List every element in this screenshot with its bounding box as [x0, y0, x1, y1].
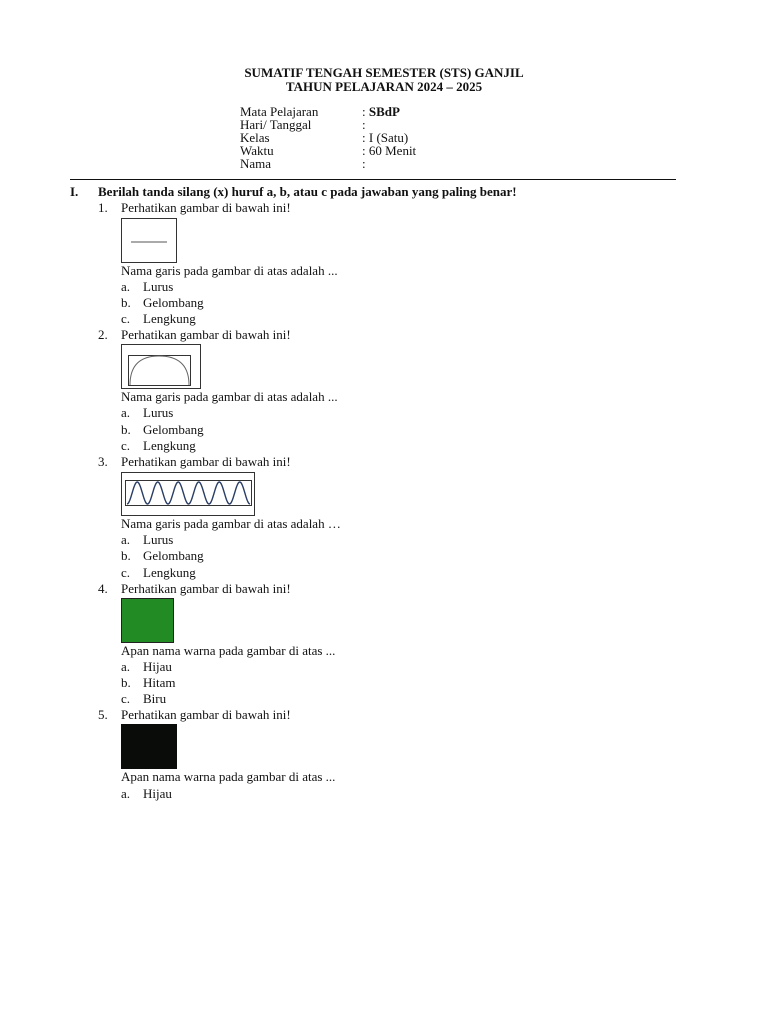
- info-label: Nama: [240, 156, 272, 171]
- straight-line-figure: [121, 218, 177, 263]
- exam-title: SUMATIF TENGAH SEMESTER (STS) GANJIL: [244, 65, 524, 80]
- section-numeral: I.: [70, 184, 79, 199]
- info-label: Hari/ Tanggal: [240, 117, 312, 132]
- option-a[interactable]: a. Lurus: [121, 532, 174, 547]
- question-text: Nama garis pada gambar di atas adalah …: [121, 516, 341, 531]
- info-value: : I (Satu): [362, 130, 409, 145]
- question-text: Apan nama warna pada gambar di atas ...: [121, 769, 336, 784]
- wave-line-figure: [121, 472, 256, 516]
- option-a[interactable]: a. Lurus: [121, 405, 174, 420]
- question-prompt: Perhatikan gambar di bawah ini!: [121, 200, 291, 215]
- exam-info: [240, 105, 416, 170]
- option-b[interactable]: b. Hitam: [121, 675, 176, 690]
- option-c[interactable]: c. Lengkung: [121, 438, 196, 453]
- question-number: 4.: [98, 581, 108, 596]
- question-number: 2.: [98, 327, 108, 342]
- option-a[interactable]: a. Lurus: [121, 279, 174, 294]
- info-row-name: [240, 157, 416, 170]
- header-divider: [70, 179, 676, 180]
- question-prompt: Perhatikan gambar di bawah ini!: [121, 707, 291, 722]
- option-a[interactable]: a. Hijau: [121, 786, 172, 801]
- option-c[interactable]: c. Biru: [121, 691, 167, 706]
- question-number: 5.: [98, 707, 108, 722]
- info-label: Kelas: [240, 130, 270, 145]
- info-value: :: [362, 156, 366, 171]
- question-number: 1.: [98, 200, 108, 215]
- question-text: Nama garis pada gambar di atas adalah ...: [121, 389, 338, 404]
- academic-year-title: TAHUN PELAJARAN 2024 – 2025: [285, 79, 483, 94]
- info-value: :: [362, 117, 366, 132]
- question-prompt: Perhatikan gambar di bawah ini!: [121, 581, 291, 596]
- info-label: Mata Pelajaran: [240, 104, 319, 119]
- option-c[interactable]: c. Lengkung: [121, 311, 196, 326]
- section-instruction: [70, 184, 517, 200]
- option-b[interactable]: b. Gelombang: [121, 422, 204, 437]
- question-prompt: Perhatikan gambar di bawah ini!: [121, 454, 291, 469]
- instruction-text: Berilah tanda silang (x) huruf a, b, atau c pada jawaban yang paling benar!: [98, 184, 517, 199]
- green-square-figure: [121, 598, 174, 643]
- info-value: : 60 Menit: [362, 143, 417, 158]
- question-prompt: Perhatikan gambar di bawah ini!: [121, 327, 291, 342]
- subject-value: SBdP: [368, 104, 400, 119]
- black-square-figure: [121, 724, 177, 769]
- curved-line-figure: [121, 344, 202, 390]
- question-text: Nama garis pada gambar di atas adalah ...: [121, 263, 338, 278]
- option-a[interactable]: a. Hijau: [121, 659, 172, 674]
- info-separator: :: [362, 104, 369, 119]
- info-label: Waktu: [240, 143, 274, 158]
- option-b[interactable]: b. Gelombang: [121, 548, 204, 563]
- option-c[interactable]: c. Lengkung: [121, 565, 196, 580]
- question-text: Apan nama warna pada gambar di atas ...: [121, 643, 336, 658]
- option-b[interactable]: b. Gelombang: [121, 295, 204, 310]
- question-number: 3.: [98, 454, 108, 469]
